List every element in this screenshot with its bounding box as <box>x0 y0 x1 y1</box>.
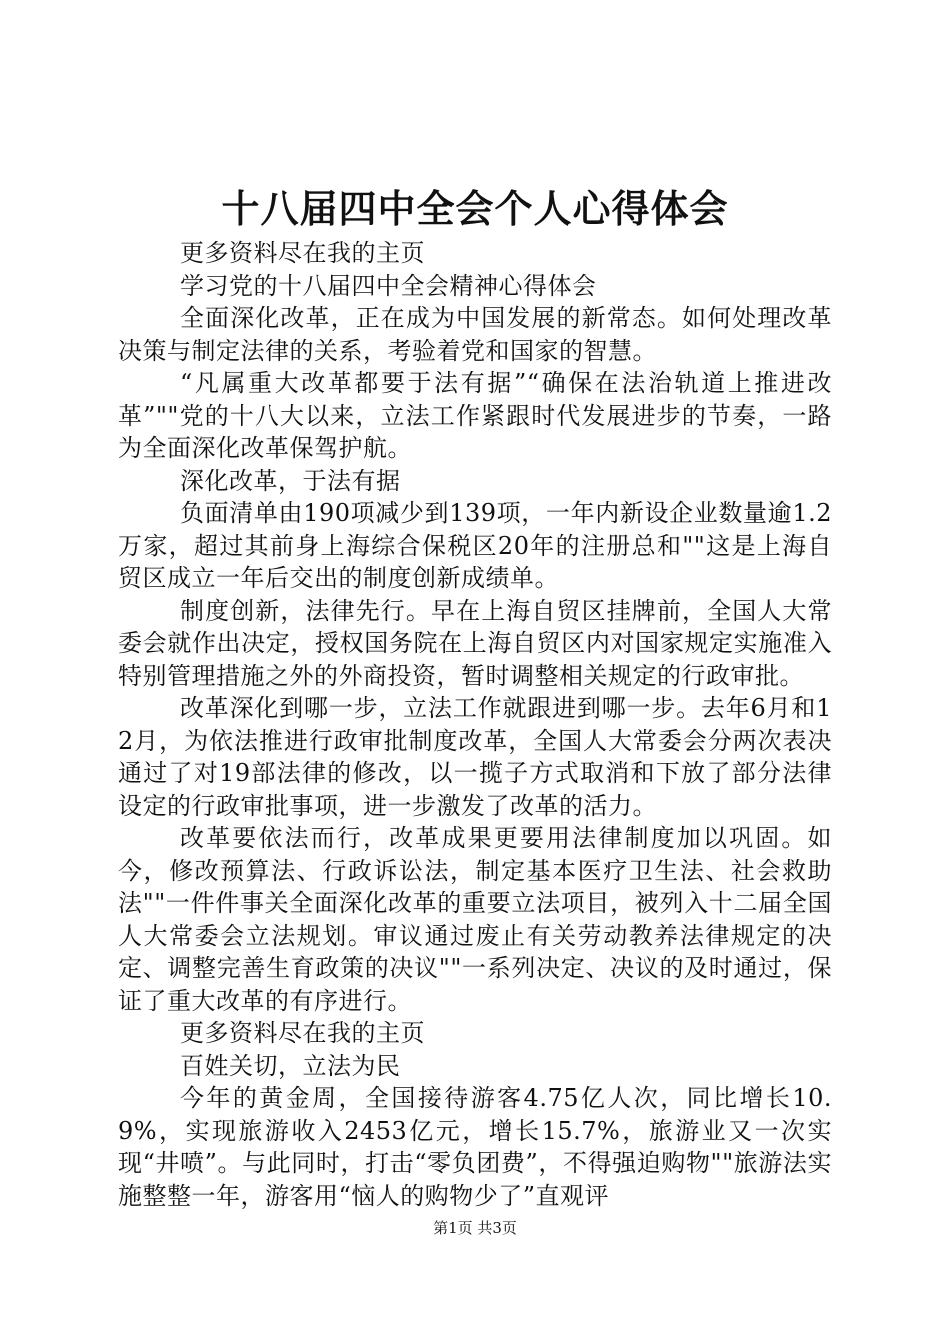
paragraph: 全面深化改革，正在成为中国发展的新常态。如何处理改革决策与制定法律的关系，考验着党和国家的智慧。 <box>118 304 832 365</box>
paragraph: 改革要依法而行，改革成果更要用法律制度加以巩固。如今，修改预算法、行政诉讼法，制定基本医疗卫生法、社会救助法""一件件事关全面深化改革的重要立法项目，被列入十二届全国人大常委会立法规划。审议通过废止有关劳动教养法律规定的决定、调整完善生育政策的决议""一系列决定、决议的及时通过，保证了重大改革的有序进行。 <box>118 824 832 1015</box>
paragraph-subtitle: 学习党的十八届四中全会精神心得体会 <box>180 271 597 300</box>
paragraph: 制度创新，法律先行。早在上海自贸区挂牌前，全国人大常委会就作出决定，授权国务院在上海自贸区内对国家规定实施准入特别管理措施之外的外商投资，暂时调整相关规定的行政审批。 <box>118 596 832 690</box>
paragraph: 负面清单由190项减少到139项，一年内新设企业数量逾1.2万家，超过其前身上海综合保税区20年的注册总和""这是上海自贸区成立一年后交出的制度创新成绩单。 <box>118 499 832 592</box>
section-heading: 深化改革，于法有据 <box>180 466 401 495</box>
page-footer: 第1页 共3页 <box>433 1219 517 1237</box>
paragraph-more-info: 更多资料尽在我的主页 <box>180 1019 425 1047</box>
paragraph: 改革深化到哪一步，立法工作就跟进到哪一步。去年6月和12月，为依法推进行政审批制度改革，全国人大常委会分两次表决通过了对19部法律的修改，以一揽子方式取消和下放了部分法律设定的行政审批事项，进一步激发了改革的活力。 <box>118 694 832 820</box>
paragraph: “凡属重大改革都要于法有据”“确保在法治轨道上推进改革”""党的十八大以来，立法工作紧跟时代发展进步的节奏，一路为全面深化改革保驾护航。 <box>118 369 832 462</box>
page-title: 十八届四中全会个人心得体会 <box>221 186 729 231</box>
document-body <box>118 237 832 1212</box>
paragraph: 今年的黄金周，全国接待游客4.75亿人次，同比增长10.9%，实现旅游收入2453亿元，增长15.7%，旅游业又一次实现“井喷”。与此同时，打击“零负团费”，不得强迫购物""旅游法实施整整一年，游客用“恼人的购物少了”直观评 <box>118 1084 832 1210</box>
section-heading: 百姓关切，立法为民 <box>180 1051 401 1080</box>
paragraph-more-info: 更多资料尽在我的主页 <box>180 239 425 267</box>
